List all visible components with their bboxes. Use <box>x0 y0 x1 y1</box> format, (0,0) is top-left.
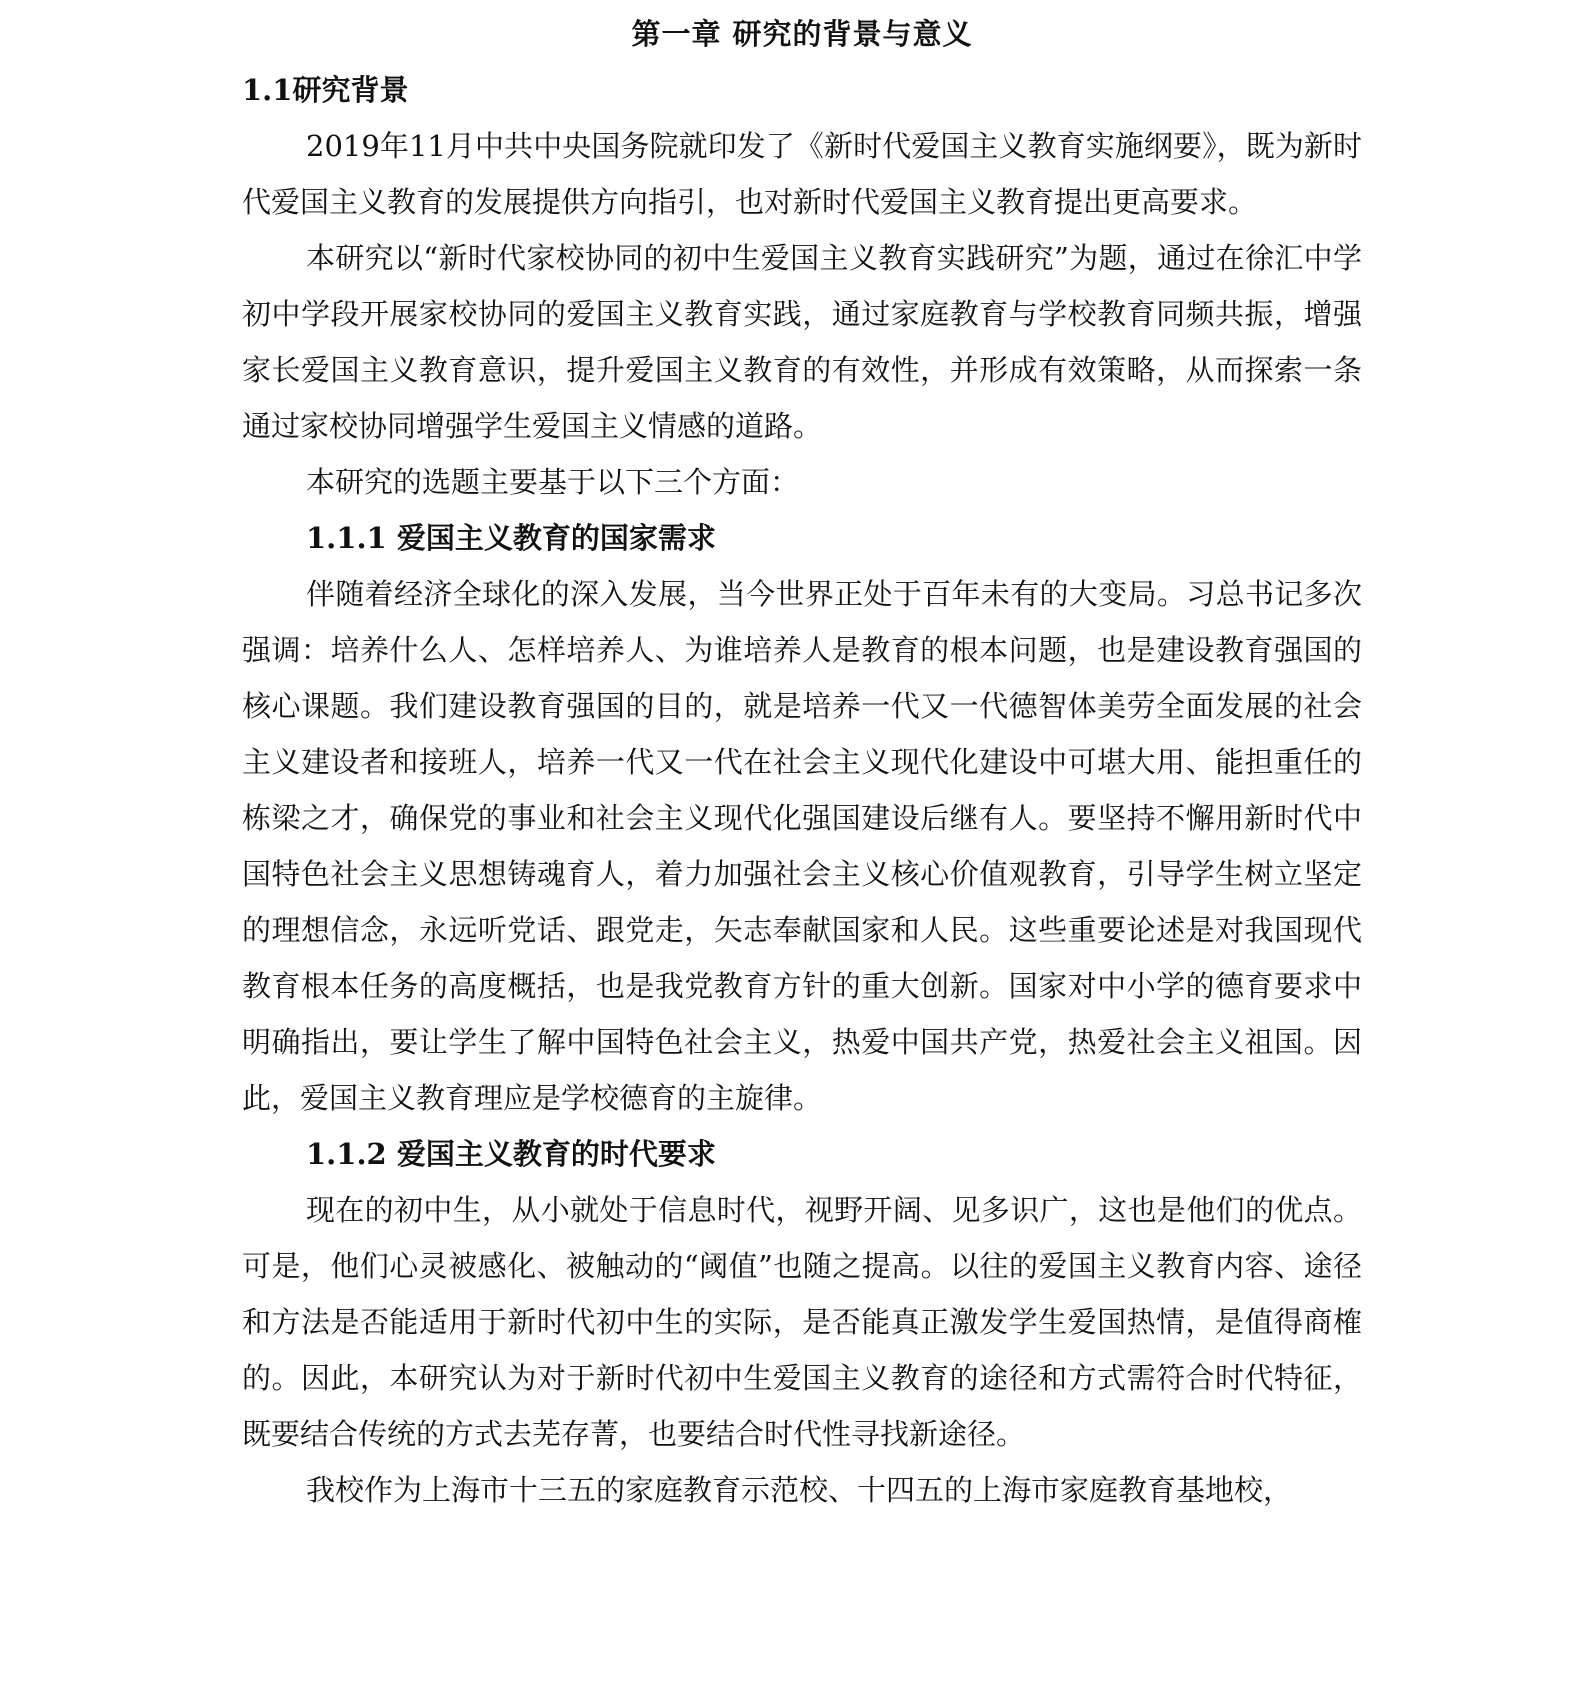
paragraph: 2019年11月中共中央国务院就印发了《新时代爱国主义教育实施纲要》，既为新时代爱国主义教育的发展提供方向指引，也对新时代爱国主义教育提出更高要求。 <box>242 129 1362 219</box>
chapter-title: 第一章 研究的背景与意义 <box>631 17 973 51</box>
section-heading-1-1-2: 1.1.2 爱国主义教育的时代要求 <box>306 1137 716 1171</box>
section-heading-1-1: 1.1研究背景 <box>242 73 409 107</box>
paragraph: 我校作为上海市十三五的家庭教育示范校、十四五的上海市家庭教育基地校， <box>306 1473 1293 1507</box>
paragraph: 伴随着经济全球化的深入发展，当今世界正处于百年未有的大变局。习总书记多次强调：培养什么人、怎样培养人、为谁培养人是教育的根本问题，也是建设教育强国的核心课题。我们建设教育强国的目的，就是培养一代又一代德智体美劳全面发展的社会主义建设者和接班人，培养一代又一代在社会主义现代化建设中可堪大用、能担重任的栋梁之才，确保党的事业和社会主义现代化强国建设后继有人。要坚持不懈用新时代中国特色社会主义思想铸魂育人，着力加强社会主义核心价值观教育，引导学生树立坚定的理想信念，永远听党话、跟党走，矢志奉献国家和人民。这些重要论述是对我国现代教育根本任务的高度概括，也是我党教育方针的重大创新。国家对中小学的德育要求中明确指出，要让学生了解中国特色社会主义，热爱中国共产党，热爱社会主义祖国。因此，爱国主义教育理应是学校德育的主旋律。 <box>242 577 1362 1115</box>
paragraph: 本研究的选题主要基于以下三个方面： <box>306 465 800 499</box>
section-heading-1-1-1: 1.1.1 爱国主义教育的国家需求 <box>306 521 716 555</box>
paragraph: 本研究以“新时代家校协同的初中生爱国主义教育实践研究”为题，通过在徐汇中学初中学段开展家校协同的爱国主义教育实践，通过家庭教育与学校教育同频共振，增强家长爱国主义教育意识，提升爱国主义教育的有效性，并形成有效策略，从而探索一条通过家校协同增强学生爱国主义情感的道路。 <box>242 241 1362 443</box>
document-page <box>242 0 1362 1518</box>
paragraph: 现在的初中生，从小就处于信息时代，视野开阔、见多识广，这也是他们的优点。可是，他们心灵被感化、被触动的“阈值”也随之提高。以往的爱国主义教育内容、途径和方法是否能适用于新时代初中生的实际，是否能真正激发学生爱国热情，是值得商榷的。因此，本研究认为对于新时代初中生爱国主义教育的途径和方式需符合时代特征，既要结合传统的方式去芜存菁，也要结合时代性寻找新途径。 <box>242 1193 1362 1451</box>
